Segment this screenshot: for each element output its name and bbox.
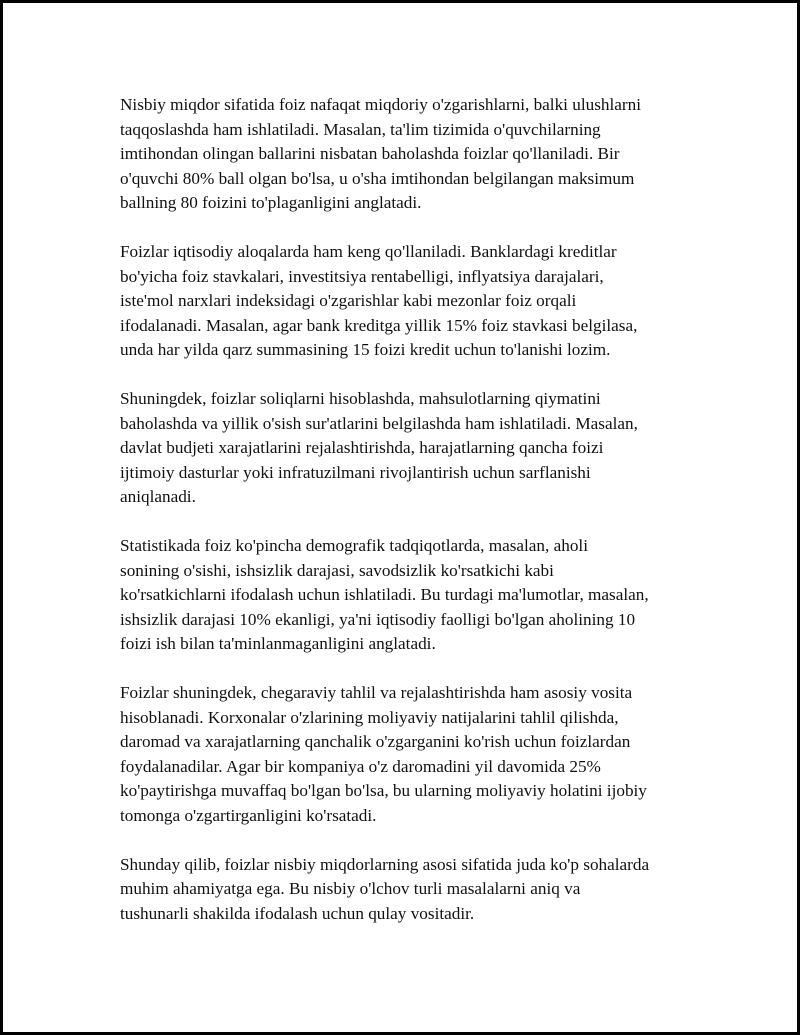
paragraph-3: Shuningdek, foizlar soliqlarni hisoblashda, mahsulotlarning qiymatini baholashda va yillik o'sish sur'atlarini belgilashda ham ishlatiladi. Masalan, davlat budjeti xarajatlarini rejalashtirishda, harajatlarning qancha foizi ijtimoiy dasturlar yoki infratuzilmani rivojlantirish uchun sarflanishi aniqlanadi. [120,389,638,506]
paragraph-4: Statistikada foiz ko'pincha demografik tadqiqotlarda, masalan, aholi sonining o'sishi, ishsizlik darajasi, savodsizlik ko'rsatkichi kabi ko'rsatkichlarni ifodalash uchun ishlatiladi. Bu turdagi ma'lumotlar, masalan, ishsizlik darajasi 10% ekanligi, ya'ni iqtisodiy faolligi bo'lgan aholining 10 foizi ish bilan ta'minlanmaganligini anglatadi. [120,536,649,653]
paragraph-5: Foizlar shuningdek, chegaraviy tahlil va rejalashtirishda ham asosiy vosita hisoblanadi. Korxonalar o'zlarining moliyaviy natijalarini tahlil qilishda, daromad va xarajatlarning qanchalik o'zgarganini ko'rish uchun foizlardan foydalanadilar. Agar bir kompaniya o'z daromadini yil davomida 25% ko'paytirishga muvaffaq bo'lgan bo'lsa, bu ularning moliyaviy holatini ijobiy tomonga o'zgartirganligini ko'rsatadi. [120,683,647,825]
document-body [120,93,700,951]
paragraph-2: Foizlar iqtisodiy aloqalarda ham keng qo'llaniladi. Banklardagi kreditlar bo'yicha foiz stavkalari, investitsiya rentabelligi, inflyatsiya darajalari, iste'mol narxlari indeksidagi o'zgarishlar kabi mezonlar foiz orqali ifodalanadi. Masalan, agar bank kreditga yillik 15% foiz stavkasi belgilasa, unda har yilda qarz summasining 15 foizi kredit uchun to'lanishi lozim. [120,242,638,359]
paragraph-1: Nisbiy miqdor sifatida foiz nafaqat miqdoriy o'zgarishlarni, balki ulushlarni taqqoslashda ham ishlatiladi. Masalan, ta'lim tizimida o'quvchilarning imtihondan olingan ballarini nisbatan baholashda foizlar qo'llaniladi. Bir o'quvchi 80% ball olgan bo'lsa, u o'sha imtihondan belgilangan maksimum ballning 80 foizini to'plaganligini anglatadi. [120,95,641,212]
paragraph-6: Shunday qilib, foizlar nisbiy miqdorlarning asosi sifatida juda ko'p sohalarda muhim ahamiyatga ega. Bu nisbiy o'lchov turli masalalarni aniq va tushunarli shakilda ifodalash uchun qulay vositadir. [120,854,650,923]
